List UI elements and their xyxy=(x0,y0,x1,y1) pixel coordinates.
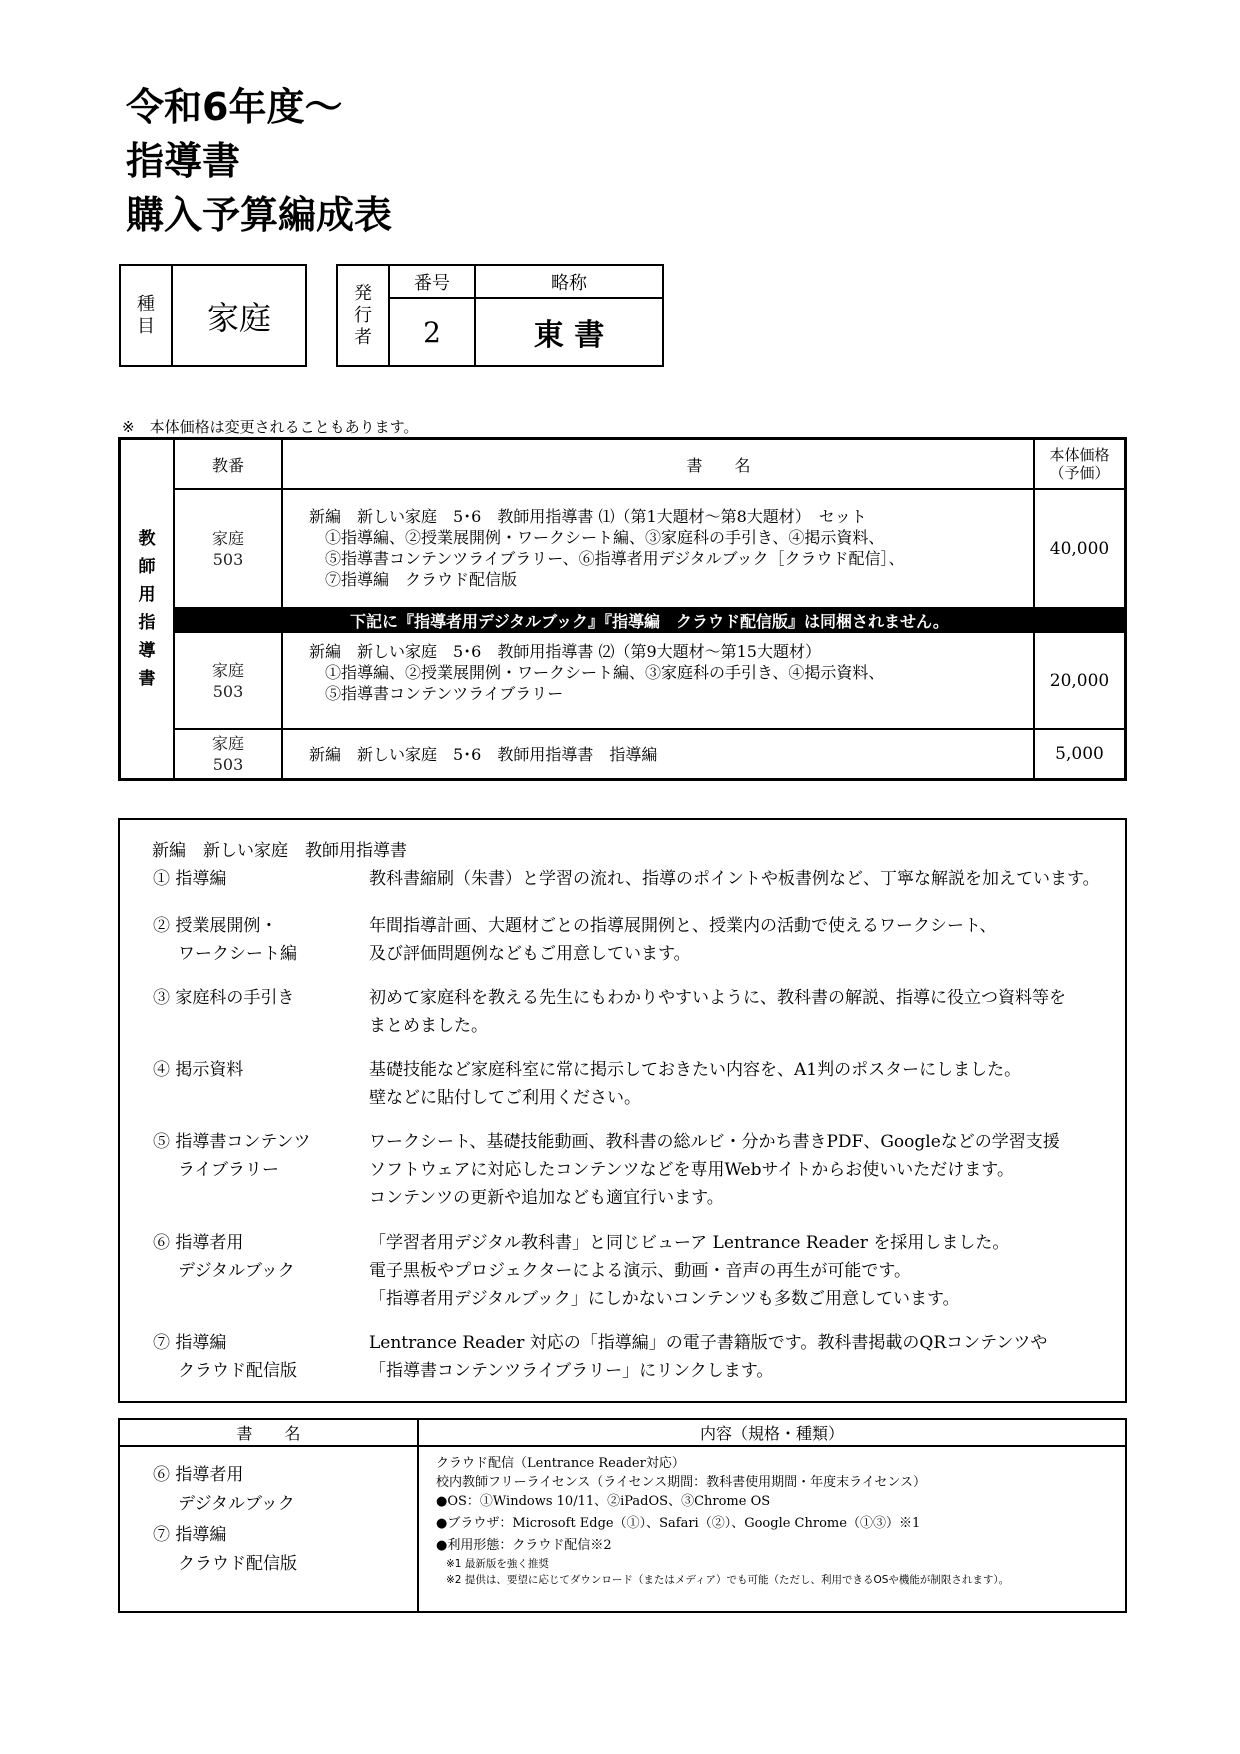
spec-item-label: ⑦ 指導編 xyxy=(153,1525,227,1545)
publisher-box xyxy=(336,264,664,367)
desc-item-text: 「指導者用デジタルブック」にしかないコンテンツも多数ご用意しています。 xyxy=(369,1289,960,1309)
header-price xyxy=(1035,440,1124,488)
desc-item-label: ワークシート編 xyxy=(178,944,297,964)
book-name-line: ⑤指導書コンテンツライブラリー、⑥指導者用デジタルブック［クラウド配信］、 xyxy=(309,549,905,568)
subject-label-char: 種 xyxy=(137,293,155,315)
desc-item-text: 「指導書コンテンツライブラリー」にリンクします。 xyxy=(369,1361,774,1381)
row1-price: 40,000 xyxy=(1049,538,1110,559)
desc-item-text: ソフトウェアに対応したコンテンツなどを専用Webサイトからお使いいただけます。 xyxy=(369,1160,1014,1180)
desc-item-label: デジタルブック xyxy=(178,1261,295,1281)
desc-item-text: まとめました。 xyxy=(369,1016,488,1036)
spec-footnote: ※1 最新版を強く推奨 xyxy=(446,1558,549,1570)
subject-value: 家庭 xyxy=(206,298,271,337)
desc-item-label: ⑥ 指導者用 xyxy=(153,1233,244,1253)
category-char: 用 xyxy=(138,585,156,605)
code-text: 家庭 xyxy=(211,528,244,548)
row2-name xyxy=(309,641,884,704)
spec-item-label: デジタルブック xyxy=(178,1494,295,1514)
title-line-budget: 購入予算編成表 xyxy=(126,193,393,237)
spec-footnote: ※2 提供は、要望に応じてダウンロード（またはメディア）でも可能（ただし、利用できるOSや機能が制限されます）。 xyxy=(446,1574,1010,1586)
code-text: 家庭 xyxy=(211,734,244,753)
desc-item-label: ② 授業展開例・ xyxy=(153,916,278,936)
spec-content-line: ●OS：①Windows 10/11、②iPadOS、③Chrome OS xyxy=(436,1494,771,1509)
row3-price: 5,000 xyxy=(1055,744,1104,764)
spec-item-label: ⑥ 指導者用 xyxy=(153,1465,244,1485)
desc-item-label: クラウド配信版 xyxy=(178,1361,297,1381)
header-name: 書 名 xyxy=(686,455,751,475)
subject-label-char: 目 xyxy=(137,315,155,337)
price-note: ※ 本体価格は変更されることもあります。 xyxy=(122,418,419,436)
row3-code xyxy=(175,730,281,778)
spec-header-content: 内容（規格・種類） xyxy=(699,1424,844,1443)
desc-item-text: 電子黒板やプロジェクターによる演示、動画・音声の再生が可能です。 xyxy=(369,1261,911,1281)
spec-header-name: 書 名 xyxy=(236,1424,301,1443)
publisher-label xyxy=(338,266,390,365)
notice-bar: 下記に『指導者用デジタルブック』『指導編 クラウド配信版』は同梱されません。 xyxy=(175,607,1124,633)
spec-content-line: 校内教師フリーライセンス（ライセンス期間：教科書使用期間・年度末ライセンス） xyxy=(436,1475,926,1490)
desc-item-text: コンテンツの更新や追加なども適宜行います。 xyxy=(369,1188,724,1208)
book-name-line: ①指導編、②授業展開例・ワークシート編、③家庭科の手引き、④掲示資料、 xyxy=(309,528,885,547)
spec-table xyxy=(118,1418,1127,1613)
subject-label xyxy=(121,266,173,365)
desc-item-text: 「学習者用デジタル教科書」と同じビューア Lentrance Reader を採用しました。 xyxy=(369,1233,1010,1253)
row3-name xyxy=(309,744,657,765)
spec-content-line: ●ブラウザ：Microsoft Edge（①）、Safari（②）、Google Chrome（①③）※1 xyxy=(436,1516,921,1531)
publisher-number-header: 番号 xyxy=(390,266,474,299)
category-char: 師 xyxy=(138,557,156,577)
header-divider xyxy=(175,488,1124,490)
category-cell xyxy=(121,440,173,778)
desc-item-text: ワークシート、基礎技能動画、教科書の総ルビ・分かち書きPDF、Googleなどの学習支援 xyxy=(369,1132,1060,1152)
book-name-line: 新編 新しい家庭 5･6 教師用指導書 ⑵（第9大題材～第15大題材） xyxy=(309,642,821,661)
code-text: 503 xyxy=(212,681,244,701)
desc-item-text: 年間指導計画、大題材ごとの指導展開例と、授業内の活動で使えるワークシート、 xyxy=(369,916,997,936)
desc-item-text: 及び評価問題例などもご用意しています。 xyxy=(369,944,691,964)
desc-item-label: ④ 掲示資料 xyxy=(153,1060,244,1080)
code-text: 家庭 xyxy=(211,660,244,680)
category-char: 指 xyxy=(138,613,156,633)
row2-price: 20,000 xyxy=(1049,670,1110,691)
desc-item-text: 壁などに貼付してご利用ください。 xyxy=(369,1088,641,1108)
description-box xyxy=(118,818,1127,1403)
spec-header-divider xyxy=(120,1445,1125,1447)
book-name-line: 新編 新しい家庭 5･6 教師用指導書 指導編 xyxy=(309,745,658,764)
publisher-abbr: 東 書 xyxy=(533,318,605,353)
spec-divider xyxy=(417,1420,419,1611)
desc-item-label: ライブラリー xyxy=(178,1160,279,1180)
description-heading: 新編 新しい家庭 教師用指導書 xyxy=(152,841,407,861)
spec-content-line: ●利用形態：クラウド配信※2 xyxy=(436,1538,612,1553)
desc-item-text: Lentrance Reader 対応の「指導編」の電子書籍版です。教科書掲載のQRコンテンツや xyxy=(369,1333,1048,1353)
publisher-label-char: 行 xyxy=(354,304,372,326)
book-name-line: ①指導編、②授業展開例・ワークシート編、③家庭科の手引き、④掲示資料、 xyxy=(309,663,885,682)
category-char: 教 xyxy=(138,529,156,549)
code-text: 503 xyxy=(212,755,244,774)
row2-code xyxy=(175,633,281,728)
row1-name xyxy=(309,506,905,590)
title-line-year: 令和6年度～ xyxy=(126,85,343,129)
row-divider xyxy=(175,728,1124,730)
spec-item-label: クラウド配信版 xyxy=(178,1554,297,1574)
page-title xyxy=(126,80,392,242)
desc-item-label: ⑦ 指導編 xyxy=(153,1333,227,1353)
category-char: 導 xyxy=(138,641,156,661)
desc-item-text: 初めて家庭科を教える先生にもわかりやすいように、教科書の解説、指導に役立つ資料等を xyxy=(369,988,1066,1008)
code-text: 503 xyxy=(212,549,244,569)
title-line-guide: 指導書 xyxy=(126,139,241,183)
publisher-abbr-header: 略称 xyxy=(476,266,662,299)
desc-item-label: ⑤ 指導書コンテンツ xyxy=(153,1132,311,1152)
publisher-label-char: 者 xyxy=(354,326,372,348)
desc-item-text: 教科書縮刷（朱書）と学習の流れ、指導のポイントや板書例など、丁寧な解説を加えています。 xyxy=(369,869,1100,889)
header-price-line: （予価） xyxy=(1049,464,1110,482)
subject-box xyxy=(119,264,307,367)
header-price-line: 本体価格 xyxy=(1049,446,1110,464)
publisher-label-char: 発 xyxy=(354,282,372,304)
category-label xyxy=(139,525,156,693)
row1-code xyxy=(175,490,281,607)
header-code: 教番 xyxy=(211,455,244,475)
book-name-line: ⑦指導編 クラウド配信版 xyxy=(309,570,518,589)
book-name-line: 新編 新しい家庭 5･6 教師用指導書 ⑴（第1大題材～第8大題材） セット xyxy=(309,507,867,526)
category-char: 書 xyxy=(138,669,156,689)
main-table xyxy=(118,437,1127,781)
desc-item-label: ① 指導編 xyxy=(153,869,227,889)
book-name-line: ⑤指導書コンテンツライブラリー xyxy=(309,684,564,703)
publisher-number: 2 xyxy=(423,315,441,349)
desc-item-label: ③ 家庭科の手引き xyxy=(153,988,295,1008)
desc-item-text: 基礎技能など家庭科室に常に掲示しておきたい内容を、A1判のポスターにしました。 xyxy=(369,1060,1022,1080)
spec-content-line: クラウド配信（Lentrance Reader対応） xyxy=(436,1456,685,1471)
